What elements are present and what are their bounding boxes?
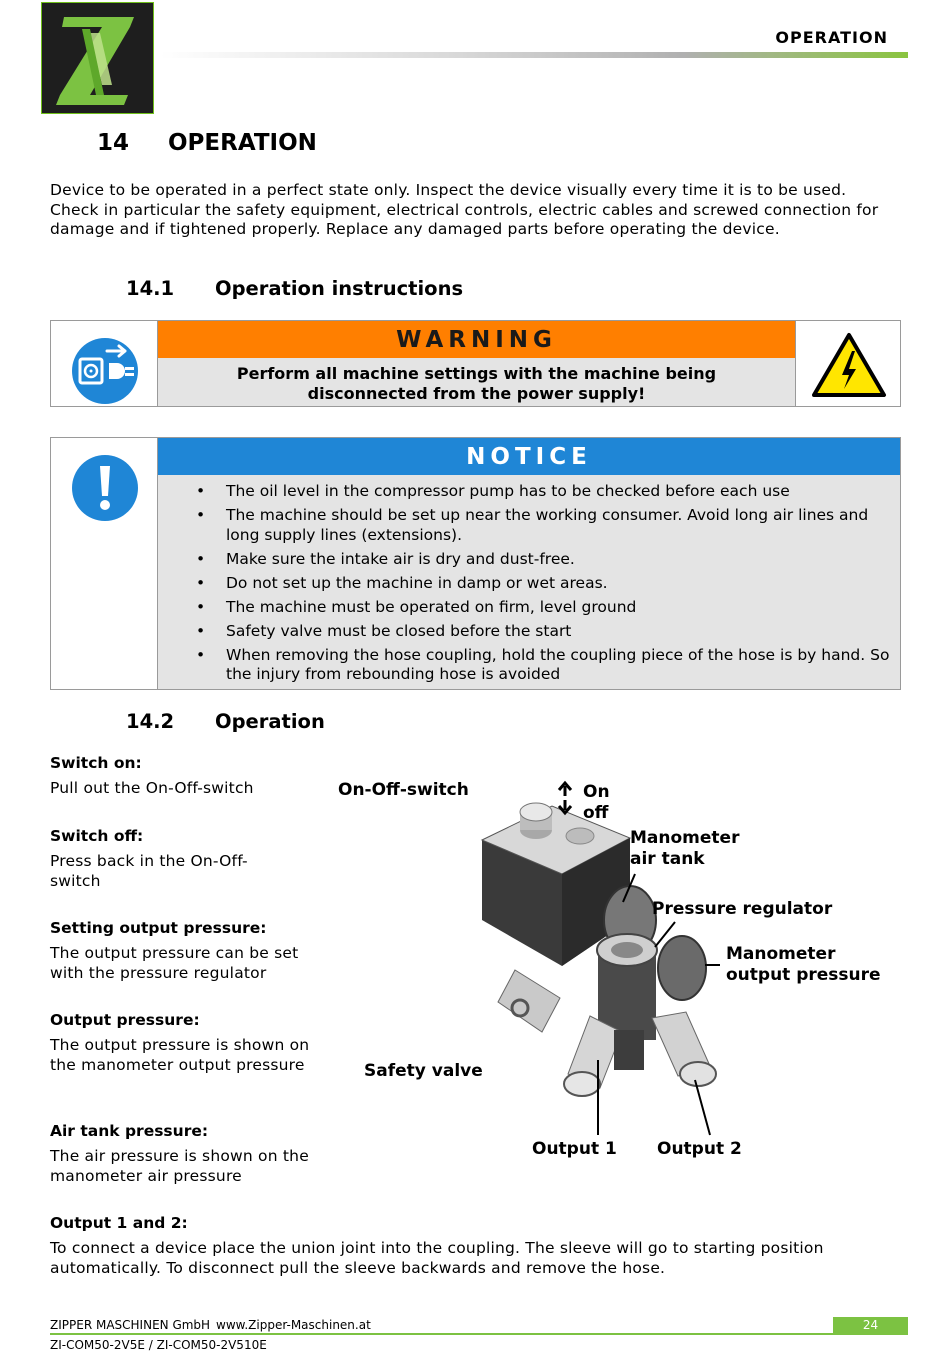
label-manometer-air-tank-2: air tank (630, 849, 705, 869)
notice-box (50, 437, 901, 690)
step-text-output-pressure: The output pressure is shown on the manometer output pressure (50, 1036, 310, 1074)
notice-item: • The oil level in the compressor pump has to be checked before each use (226, 482, 900, 502)
warning-box (50, 320, 901, 407)
notice-item: • The machine must be operated on firm, level ground (226, 598, 900, 618)
label-output-1: Output 1 (532, 1139, 617, 1159)
footer-url: www.Zipper-Maschinen.at (216, 1318, 371, 1332)
notice-item: • When removing the hose coupling, hold the coupling piece of the hose is by hand. So the injury from rebounding hose is avoided (226, 646, 900, 685)
warning-heading: WARNING (158, 321, 795, 358)
notice-item: • Do not set up the machine in damp or wet areas. (226, 574, 900, 594)
step-text-switch-off: Press back in the On-Off-switch (50, 852, 248, 890)
step-text-switch-on: Pull out the On-Off-switch (50, 779, 254, 797)
section-title: Operation instructions (215, 277, 464, 300)
step-text-air-tank: The air pressure is shown on the manometer air pressure (50, 1147, 309, 1185)
label-safety-valve: Safety valve (364, 1061, 483, 1081)
page-number: 24 (833, 1317, 908, 1334)
label-pressure-regulator: Pressure regulator (652, 899, 833, 919)
notice-item: • Make sure the intake air is dry and dust-free. (226, 550, 900, 570)
notice-body (158, 475, 900, 689)
high-voltage-icon (795, 321, 901, 406)
step-text-setting-output: The output pressure can be set with the pressure regulator (50, 944, 299, 982)
footer-rule (50, 1333, 908, 1335)
label-off: off (583, 803, 609, 823)
chapter-title-text: OPERATION (168, 130, 317, 156)
footer-company: ZIPPER MASCHINEN GmbH (50, 1318, 211, 1332)
header-section-title: OPERATION (775, 28, 888, 47)
label-on-off-switch: On-Off-switch (338, 780, 469, 800)
step-label-setting-output: Setting output pressure: (50, 919, 267, 937)
label-on: On (583, 782, 610, 802)
label-manometer-air-tank-1: Manometer (630, 828, 740, 848)
chapter-title (97, 130, 317, 156)
notice-heading: NOTICE (158, 438, 900, 475)
output-section-label: Output 1 and 2: (50, 1214, 188, 1232)
label-manometer-output-2: output pressure (726, 965, 881, 985)
intro-paragraph: Device to be operated in a perfect state only. Inspect the device visually every time it is to be used. Check in particular the safety equipment, electrical controls, electric cables and screwed connection for damage and if tightened properly. Replace any damaged parts before operating the device. (50, 181, 879, 238)
notice-item: • The machine should be set up near the working consumer. Avoid long air lines and long supply lines (extensions). (226, 506, 900, 545)
section-number: 14.2 (126, 710, 175, 733)
section-title: Operation (215, 710, 325, 733)
section-number: 14.1 (126, 277, 175, 300)
header-rule (160, 52, 908, 58)
warning-text (158, 358, 795, 406)
warning-text-line-1: Perform all machine settings with the machine being (236, 364, 717, 383)
step-label-switch-off: Switch off: (50, 827, 144, 845)
step-label-air-tank: Air tank pressure: (50, 1122, 209, 1140)
step-label-output-pressure: Output pressure: (50, 1011, 200, 1029)
footer-model: ZI-COM50-2V5E / ZI-COM50-2V510E (50, 1338, 267, 1352)
step-label-switch-on: Switch on: (50, 754, 142, 772)
warning-text-line-2: disconnected from the power supply! (307, 383, 646, 403)
exclamation-icon (51, 438, 158, 689)
notice-item: • Safety valve must be closed before the start (226, 622, 900, 642)
section-heading-operation (126, 710, 325, 733)
zipper-z-logo-icon (41, 2, 154, 114)
label-output-2: Output 2 (657, 1139, 742, 1159)
section-heading-instructions (126, 277, 463, 300)
chapter-number: 14 (97, 130, 130, 156)
disconnect-plug-icon (51, 321, 158, 406)
label-manometer-output-1: Manometer (726, 944, 836, 964)
notice-list (158, 475, 900, 685)
output-section-text: To connect a device place the union joint into the coupling. The sleeve will go to starting position automatically. To disconnect pull the sleeve backwards and remove the hose. (50, 1239, 824, 1277)
compressor-control-figure (330, 770, 900, 1170)
